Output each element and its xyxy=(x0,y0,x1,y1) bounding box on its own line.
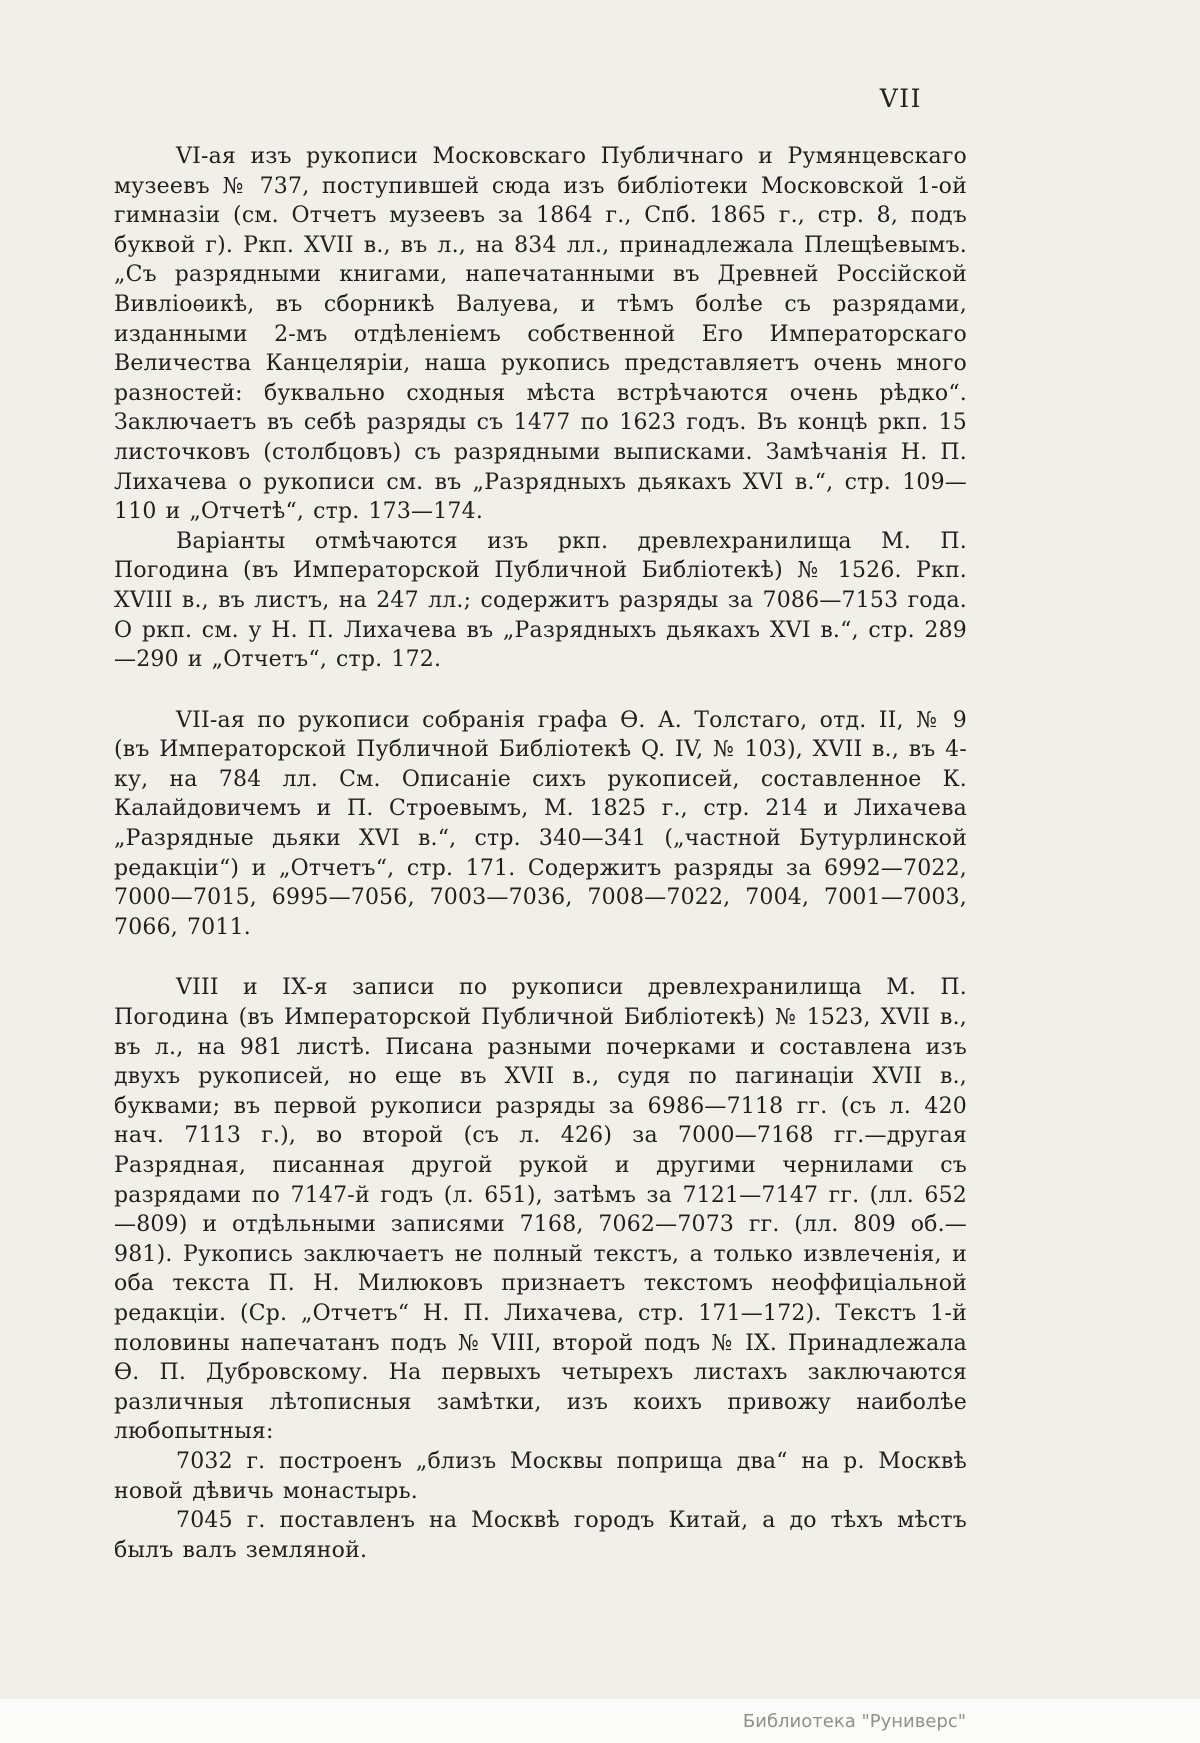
paragraph-manuscript-vii: VII-ая по рукописи собранія графа Ѳ. А. Толстаго, отд. II, № 9 (въ Императорской Публичной Библіотекѣ Q. IV, № 103), XVII в., въ 4-ку, на 784 лл. См. Описаніе сихъ рукописей, составленное К. Калайдовичемъ и П. Строевымъ, М. 1825 г., стр. 214 и Лихачева „Разрядные дьяки XVI в.“, стр. 340—341 („частной Бутурлинской редакціи“) и „Отчетъ“, стр. 171. Содержитъ разряды за 6992—7022, 7000—7015, 6995—7056, 7003—7036, 7008—7022, 7004, 7001—7003, 7066, 7011. xyxy=(114,707,967,940)
library-watermark: Библиотека "Руниверс" xyxy=(742,1710,966,1732)
paragraph-variants: Варіанты отмѣчаются изъ ркп. древлехранилища М. П. Погодина (въ Императорской Публичной Библіотекѣ) № 1526. Ркп. XVIII в., въ листъ, на 247 лл.; содержитъ разряды за 7086—7153 года. О ркп. см. у Н. П. Лихачева въ „Разрядныхъ дьякахъ XVI в.“, стр. 289—290 и „Отчетъ“, стр. 172. xyxy=(114,528,967,673)
paragraph-manuscript-viii-ix: VIII и IX-я записи по рукописи древлехранилища М. П. Погодина (въ Императорской Публичной Библіотекѣ) № 1523, XVII в., въ л., на 981 листѣ. Писана разными почерками и составлена изъ двухъ рукописей, но еще въ XVII в., судя по пагинаціи XVII в., буквами; въ первой рукописи разряды за 6986—7118 гг. (съ л. 420 нач. 7113 г.), во второй (съ л. 426) за 7000—7168 гг.—другая Разрядная, писанная другой рукой и другими чернилами съ разрядами по 7147-й годъ (л. 651), затѣмъ за 7121—7147 гг. (лл. 652—809) и отдѣльными записями 7168, 7062—7073 гг. (лл. 809 об.—981). Рукопись заключаетъ не полный текстъ, а только извлеченія, и оба текста П. Н. Милюковъ признаетъ текстомъ неоффиціальной редакціи. (Ср. „Отчетъ“ Н. П. Лихачева, стр. 171—172). Текстъ 1-й половины напечатанъ подъ № VIII, второй подъ № IX. Принадлежала Ѳ. П. Дубровскому. На первыхъ четырехъ листахъ заключаются различныя лѣтописныя замѣтки, изъ коихъ привожу наиболѣе любопытныя: xyxy=(114,975,967,1445)
text-block xyxy=(114,142,967,1565)
paragraph-note-7032: 7032 г. построенъ „близъ Москвы поприща два“ на р. Москвѣ новой дѣвичь монастырь. xyxy=(114,1448,967,1504)
page-number: VII xyxy=(879,84,922,113)
paragraph-manuscript-vi: VI-ая изъ рукописи Московскаго Публичнаго и Румянцевскаго музеевъ № 737, поступившей сюда изъ библіотеки Московской 1-ой гимназіи (см. Отчетъ музеевъ за 1864 г., Спб. 1865 г., стр. 8, подъ буквой г). Ркп. XVII в., въ л., на 834 лл., принадлежала Плещѣевымъ. „Съ разрядными книгами, напечатанными въ Древней Россійской Вивліоѳикѣ, въ сборникѣ Валуева, и тѣмъ болѣе съ разрядами, изданными 2-мъ отдѣленіемъ собственной Его Императорскаго Величества Канцеляріи, наша рукопись представляетъ очень много разностей: буквально сходныя мѣста встрѣчаются очень рѣдко“. Заключаетъ въ себѣ разряды съ 1477 по 1623 годъ. Въ концѣ ркп. 15 листочковъ (столбцовъ) съ разрядными выписками. Замѣчанія Н. П. Лихачева о рукописи см. въ „Разрядныхъ дьякахъ XVI в.“, стр. 109—110 и „Отчетѣ“, стр. 173—174. xyxy=(114,144,967,525)
footer-band xyxy=(0,1699,1200,1743)
paragraph-note-7045: 7045 г. поставленъ на Москвѣ городъ Китай, а до тѣхъ мѣстъ былъ валъ земляной. xyxy=(114,1508,967,1563)
